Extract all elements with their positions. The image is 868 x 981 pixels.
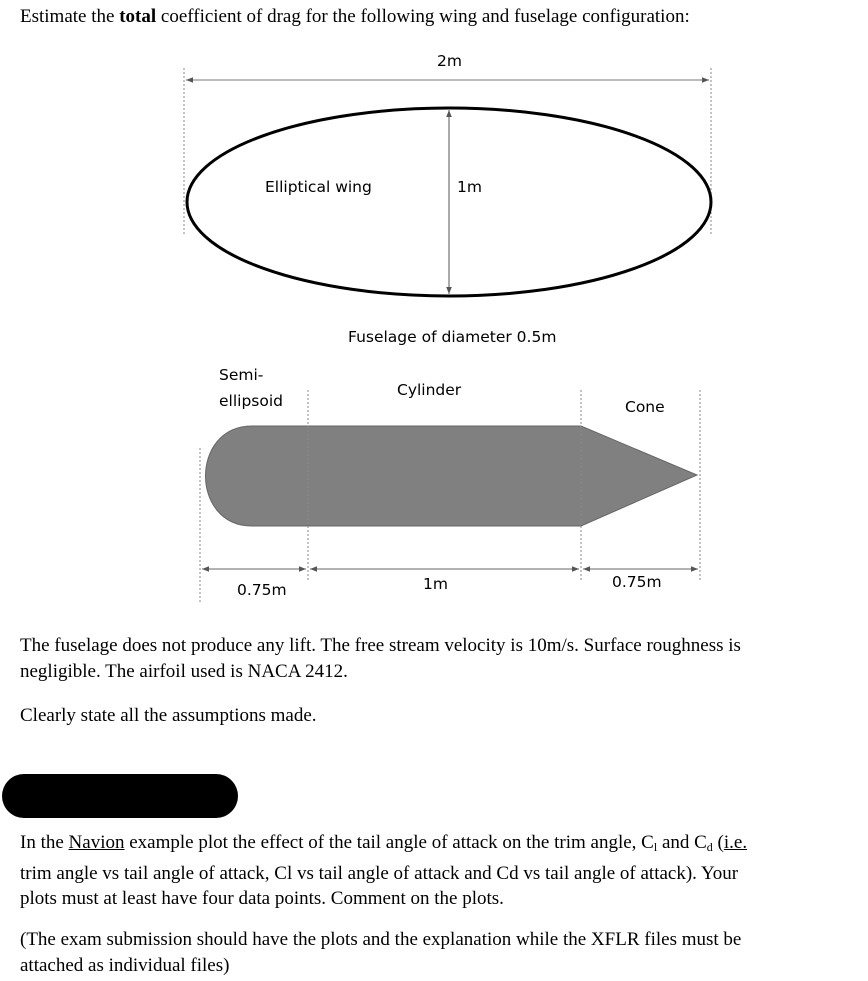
conditions-line1: The fuselage does not produce any lift. The free stream velocity is 10m/s. Surface roughness is: [20, 635, 741, 656]
body-length-label: 1m: [423, 575, 448, 593]
question2-text: [20, 830, 862, 912]
cd-subscript: d: [706, 840, 713, 854]
wing-span-label: 2m: [437, 52, 462, 70]
wing-chord-label: 1m: [457, 178, 482, 196]
fuselage-title: Fuselage of diameter 0.5m: [348, 328, 557, 346]
q2-text: and C: [657, 832, 707, 853]
heading-text-rest: coefficient of drag for the following wing and fuselage configuration:: [156, 6, 690, 27]
q2-line2: trim angle vs tail angle of attack, Cl vs tail angle of attack and Cd vs tail angle of attack). Your: [20, 862, 739, 884]
submission-note: [20, 927, 862, 978]
redaction-mark: [2, 774, 238, 818]
heading-text: Estimate the: [20, 6, 120, 27]
q2-line3: plots must at least have four data points. Comment on the plots.: [20, 888, 504, 909]
conditions-line2: negligible. The airfoil used is NACA 2412.: [20, 660, 348, 682]
tail-section-label: Cone: [625, 398, 665, 416]
body-section-label: Cylinder: [397, 381, 462, 399]
q2-text: (: [712, 832, 724, 853]
navion-link: Navion: [68, 832, 125, 853]
q2-text: example plot the effect of the tail angle of attack on the trim angle, C: [124, 832, 654, 853]
cl-subscript: l: [653, 840, 658, 854]
nose-label-line2: ellipsoid: [219, 392, 283, 410]
note-line2: attached as individual files): [20, 954, 230, 976]
fuselage-body: [206, 426, 698, 526]
nose-label-line1: Semi-: [219, 366, 264, 384]
ie-abbreviation: i.e.: [723, 832, 748, 853]
wing-name-label: Elliptical wing: [265, 178, 372, 196]
assumptions-instruction: Clearly state all the assumptions made.: [20, 705, 317, 726]
nose-length-label: 0.75m: [237, 581, 287, 599]
heading-emphasis: total: [119, 6, 157, 27]
q2-text: In the: [20, 832, 69, 853]
nose-section-label: [219, 362, 283, 414]
tail-length-label: 0.75m: [612, 573, 662, 591]
note-line1: (The exam submission should have the plots and the explanation while the XFLR files must be: [20, 929, 742, 950]
q2-line1: [20, 830, 862, 861]
problem-conditions: [20, 633, 862, 684]
